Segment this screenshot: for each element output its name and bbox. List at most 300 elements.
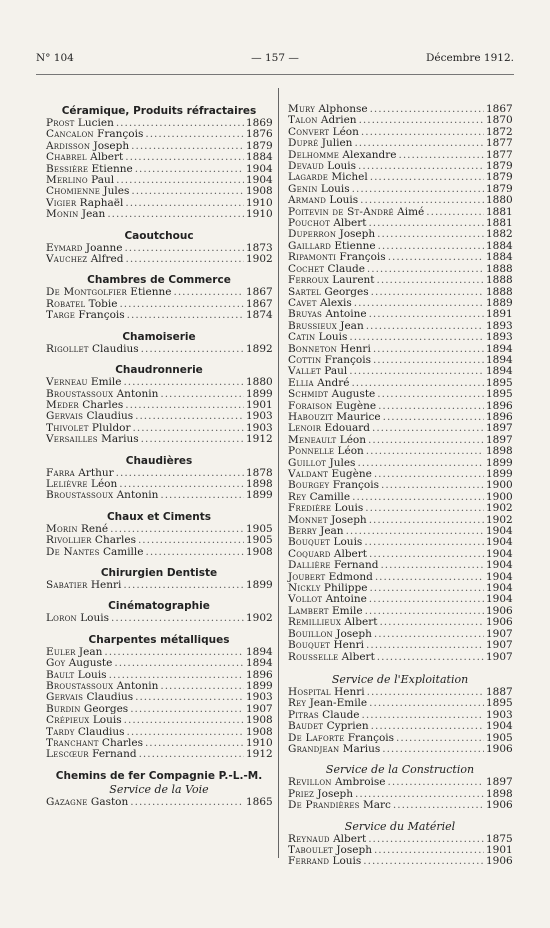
member-first-name: Eugène [332, 399, 377, 412]
member-name [46, 254, 124, 265]
member-name [46, 749, 137, 760]
member-first-name: Georges [321, 285, 369, 298]
directory-section [46, 783, 272, 808]
member-year: 1867 [246, 286, 273, 299]
member-last-name: Lelièvre [46, 477, 88, 490]
leader-dots [366, 640, 484, 651]
section-heading: Charpentes métalliques [88, 633, 230, 646]
member-year: 1865 [246, 795, 273, 808]
member-last-name: Broustassoux [46, 680, 114, 692]
leader-dots [346, 526, 484, 537]
member-last-name: Brussieux [288, 319, 337, 332]
member-first-name: Jules [100, 185, 130, 198]
leader-dots [160, 389, 244, 400]
member-first-name: Jean [316, 525, 344, 538]
member-last-name: Dallière [288, 559, 331, 572]
member-first-name: Alexis [316, 296, 352, 309]
member-first-name: Charles [91, 534, 136, 547]
leader-dots [368, 435, 484, 446]
member-first-name: Lucien [74, 117, 114, 129]
member-year: 1884 [486, 239, 513, 252]
member-first-name: Claudius [83, 691, 134, 704]
leader-dots [396, 733, 484, 744]
member-first-name: Louis [326, 194, 359, 207]
member-year: 1876 [246, 128, 273, 141]
member-entry [288, 744, 512, 755]
leader-dots [369, 583, 484, 594]
member-year: 1907 [486, 650, 513, 663]
leader-dots [141, 434, 244, 445]
member-first-name: Jean [75, 645, 103, 658]
member-year: 1899 [246, 578, 273, 591]
member-year: 1904 [486, 593, 513, 606]
leader-dots [352, 492, 484, 503]
member-last-name: Poitevin de St-André [288, 205, 394, 218]
member-year: 1882 [486, 228, 513, 241]
member-first-name: Henri [87, 578, 122, 591]
member-year: 1884 [486, 251, 513, 264]
section-heading: Chaudronnerie [115, 364, 203, 377]
member-year: 1902 [486, 513, 513, 526]
member-last-name: Reynaud [288, 832, 330, 845]
leader-dots [123, 580, 244, 591]
member-year: 1899 [486, 468, 513, 480]
member-entry [288, 800, 512, 811]
member-last-name: Sartel [288, 285, 322, 298]
member-first-name: Emile [87, 376, 122, 389]
member-last-name: Morin [46, 522, 78, 535]
member-name [46, 613, 109, 624]
member-entry [46, 547, 272, 558]
member-first-name: Edmond [325, 570, 373, 583]
leader-dots [378, 241, 484, 252]
member-last-name: Gaillard [288, 239, 332, 252]
leader-dots [173, 287, 244, 298]
member-first-name: Adrien [317, 114, 357, 127]
member-first-name: Léon [334, 445, 364, 458]
leader-dots [366, 321, 484, 332]
leader-dots [160, 490, 244, 501]
member-last-name: Broustassoux [46, 387, 114, 400]
member-last-name: Bruyas [288, 308, 323, 321]
member-year: 1904 [486, 525, 513, 538]
member-entry [46, 797, 272, 808]
member-year: 1888 [486, 262, 513, 275]
member-first-name: Charles [78, 398, 124, 411]
member-first-name: Camille [306, 490, 351, 503]
member-first-name: Marius [97, 433, 139, 446]
member-last-name: Bault [46, 668, 75, 681]
member-year: 1887 [486, 685, 513, 698]
member-first-name: Fernand [88, 748, 137, 761]
member-year: 1894 [246, 645, 273, 658]
member-last-name: Hospital [288, 685, 331, 698]
member-first-name: Charles [98, 737, 143, 750]
member-first-name: Antoine [322, 308, 367, 321]
leader-dots [379, 617, 484, 628]
member-first-name: Tobie [85, 297, 118, 310]
member-year: 1894 [486, 342, 513, 355]
member-last-name: Coquard [288, 547, 331, 560]
member-year: 1898 [486, 445, 513, 458]
member-first-name: Louis [89, 714, 122, 727]
member-last-name: Merlino [46, 174, 88, 187]
member-first-name: Raphaël [76, 196, 124, 209]
member-last-name: Meder [46, 398, 79, 411]
member-last-name: Vollot [288, 593, 323, 606]
member-first-name: Julien [318, 137, 353, 150]
member-name [46, 580, 121, 591]
directory-section [46, 599, 272, 624]
leader-dots [354, 298, 484, 309]
member-name [46, 490, 158, 501]
member-first-name: Léon [336, 433, 367, 446]
member-year: 1878 [246, 466, 273, 479]
member-first-name: Claudius [74, 725, 125, 738]
member-year: 1905 [246, 522, 273, 535]
member-first-name: Joseph [90, 139, 130, 152]
member-last-name: Delhomme [288, 148, 340, 161]
member-year: 1889 [486, 296, 513, 309]
directory-section [46, 330, 272, 355]
member-year: 1874 [246, 309, 273, 322]
leader-dots [127, 310, 244, 321]
directory-section [46, 566, 272, 591]
member-year: 1903 [246, 691, 273, 704]
section-heading: Chemins de fer Compagnie P.-L.-M. [55, 769, 263, 782]
member-last-name: Mury [288, 103, 316, 115]
member-first-name: Antonin [113, 387, 159, 400]
member-first-name: François [344, 731, 395, 744]
member-name [46, 310, 125, 321]
member-first-name: Jean [336, 319, 364, 332]
member-last-name: Lambert [288, 604, 329, 617]
leader-dots [130, 704, 244, 715]
member-first-name: François [329, 479, 379, 492]
member-first-name: Michel [328, 171, 368, 184]
member-last-name: Foraison [288, 399, 333, 412]
member-last-name: Armand [288, 194, 327, 207]
member-year: 1902 [246, 612, 273, 625]
member-first-name: Léon [329, 125, 359, 138]
member-year: 1896 [486, 399, 513, 412]
member-last-name: Guillot [288, 456, 327, 469]
member-last-name: Versailles [46, 433, 98, 446]
leader-dots [374, 469, 484, 480]
member-year: 1906 [486, 742, 513, 755]
section-heading: Service de la Voie [109, 782, 209, 796]
member-last-name: Ferrand [288, 855, 330, 868]
member-last-name: Robatel [46, 297, 86, 310]
member-last-name: Convert [288, 125, 330, 138]
member-name [46, 434, 139, 445]
leader-dots [381, 480, 484, 491]
member-name [46, 797, 128, 808]
leader-dots [139, 749, 244, 760]
leader-dots [370, 104, 484, 115]
page-number: — 157 — [251, 52, 299, 64]
member-name [46, 547, 144, 558]
member-year: 1902 [486, 502, 513, 515]
member-first-name: Gaston [87, 795, 129, 808]
member-first-name: François [93, 128, 144, 141]
directory-section [46, 633, 272, 761]
leader-dots [127, 727, 244, 738]
leader-dots [367, 264, 484, 275]
member-last-name: Meneault [288, 433, 337, 446]
member-year: 1892 [246, 342, 273, 355]
member-first-name: Philippe [320, 582, 368, 595]
member-first-name: Albert [330, 547, 367, 560]
section-heading: Service du Matériel [344, 819, 456, 833]
member-year: 1888 [486, 285, 513, 298]
member-year: 1899 [486, 456, 513, 469]
member-last-name: Nickly [288, 582, 321, 595]
leader-dots [111, 613, 244, 624]
member-year: 1910 [246, 737, 273, 750]
member-year: 1903 [246, 421, 273, 434]
member-last-name: Lescœur [46, 748, 89, 761]
directory-section [46, 229, 272, 266]
section-heading: Service de l'Exploitation [331, 672, 469, 686]
member-first-name: René [77, 522, 109, 535]
member-last-name: Cottin [288, 353, 322, 366]
leader-dots [359, 115, 484, 126]
member-first-name: Albert [341, 616, 378, 629]
member-year: 1907 [486, 639, 513, 652]
directory-section [288, 673, 512, 755]
member-last-name: Berry [288, 525, 317, 538]
member-year: 1907 [486, 627, 513, 640]
member-first-name: Auguste [328, 388, 376, 401]
leader-dots [369, 549, 484, 560]
member-first-name: Alexandre [339, 148, 397, 161]
directory-section [46, 104, 272, 221]
leader-dots [377, 389, 484, 400]
leader-dots [388, 777, 484, 788]
member-year: 1904 [246, 174, 273, 187]
member-last-name: Rey [288, 490, 307, 503]
member-last-name: Bouquet [288, 536, 331, 549]
member-last-name: Lagarde [288, 171, 329, 184]
section-heading: Chambres de Commerce [87, 274, 231, 287]
member-last-name: De Prandières [288, 799, 360, 812]
leader-dots [124, 715, 244, 726]
member-year: 1880 [486, 194, 513, 207]
member-last-name: Farra [46, 466, 75, 479]
member-year: 1902 [246, 253, 273, 266]
member-year: 1888 [486, 274, 513, 287]
leader-dots [352, 184, 484, 195]
section-heading: Chaux et Ciments [106, 510, 212, 523]
member-year: 1894 [486, 353, 513, 366]
member-last-name: Tardy [46, 725, 75, 738]
leader-dots [145, 129, 244, 140]
page-header [36, 52, 514, 70]
member-first-name: Henri [330, 639, 365, 652]
member-last-name: Pitras [288, 708, 319, 721]
leader-dots [369, 698, 484, 709]
member-year: 1897 [486, 422, 513, 435]
leader-dots [370, 172, 484, 183]
leader-dots [357, 458, 484, 469]
section-heading: Caoutchouc [124, 229, 194, 242]
member-first-name: Antonin [113, 680, 159, 692]
member-first-name: Henri [336, 342, 371, 355]
leader-dots [349, 366, 484, 377]
leader-dots [380, 560, 484, 571]
member-last-name: Tranchant [46, 737, 99, 750]
member-last-name: Rigollet [46, 342, 89, 355]
member-first-name: Joseph [336, 228, 376, 241]
directory-section [288, 820, 512, 868]
member-last-name: Verneau [46, 376, 88, 389]
leader-dots [366, 446, 484, 457]
member-year: 1881 [486, 217, 513, 230]
member-year: 1899 [246, 387, 273, 400]
member-year: 1877 [486, 137, 513, 150]
header-rule [36, 74, 514, 75]
member-last-name: Ripamonti [288, 251, 337, 264]
member-last-name: Habouzit [288, 410, 334, 423]
leader-dots [160, 681, 244, 692]
leader-dots [138, 535, 244, 546]
member-last-name: Loron [46, 612, 77, 625]
member-first-name: Cyprien [323, 720, 369, 733]
member-year: 1894 [486, 365, 513, 378]
member-year: 1906 [486, 604, 513, 617]
member-year: 1906 [486, 855, 513, 868]
member-year: 1908 [246, 185, 273, 198]
leader-dots [125, 400, 244, 411]
member-year: 1906 [486, 616, 513, 629]
member-year: 1898 [486, 787, 513, 800]
member-year: 1877 [486, 148, 513, 161]
member-year: 1903 [486, 708, 513, 721]
member-year: 1904 [486, 720, 513, 733]
member-year: 1900 [486, 479, 513, 492]
right-column [288, 104, 512, 868]
member-last-name: Remillieux [288, 616, 342, 629]
member-name [288, 800, 391, 811]
member-first-name: François [321, 353, 371, 366]
member-year: 1910 [246, 208, 273, 221]
leader-dots [388, 252, 484, 263]
leader-dots [107, 209, 244, 220]
member-first-name: Louis [329, 855, 362, 868]
member-year: 1904 [246, 162, 273, 175]
member-first-name: Auguste [65, 657, 113, 670]
member-last-name: Ferroux [288, 274, 329, 287]
member-entry [46, 434, 272, 445]
leader-dots [377, 229, 484, 240]
member-last-name: Catin [288, 331, 316, 344]
member-last-name: Chomienne [46, 185, 101, 198]
member-year: 1896 [246, 668, 273, 681]
member-last-name: Talon [288, 114, 318, 127]
member-last-name: Pouchot [288, 217, 330, 230]
column-divider [278, 88, 279, 858]
member-last-name: Valdant [288, 468, 329, 480]
member-year: 1907 [246, 702, 273, 715]
member-year: 1895 [486, 388, 513, 401]
member-first-name: Marc [359, 799, 391, 812]
member-year: 1870 [486, 114, 513, 127]
member-last-name: Ponnelle [288, 445, 335, 458]
member-year: 1893 [486, 331, 513, 344]
leader-dots [114, 658, 244, 669]
member-year: 1912 [246, 433, 273, 446]
leader-dots [131, 141, 244, 152]
leader-dots [374, 845, 484, 856]
member-year: 1908 [246, 725, 273, 738]
leader-dots [426, 207, 484, 218]
member-last-name: Gervais [46, 410, 84, 423]
member-name [46, 209, 105, 220]
member-name [288, 856, 361, 867]
member-entry [288, 856, 512, 867]
member-last-name: Bonneton [288, 342, 337, 355]
leader-dots [383, 412, 484, 423]
member-first-name: Camille [99, 545, 144, 558]
leader-dots [362, 710, 484, 721]
leader-dots [119, 299, 244, 310]
member-year: 1912 [246, 748, 273, 761]
member-entry [46, 749, 272, 760]
member-first-name: Jules [326, 456, 356, 469]
member-last-name: Burdin [46, 702, 81, 715]
member-last-name: Crépieux [46, 714, 90, 727]
member-year: 1901 [486, 843, 513, 856]
member-last-name: Eymard [46, 241, 83, 254]
member-first-name: Fernand [330, 559, 379, 572]
member-name [46, 344, 139, 355]
member-last-name: Gervais [46, 691, 84, 704]
leader-dots [377, 275, 484, 286]
member-year: 1867 [246, 297, 273, 310]
member-year: 1897 [486, 433, 513, 446]
member-last-name: Sabatier [46, 578, 88, 591]
member-entry [46, 344, 272, 355]
member-first-name: Louis [76, 612, 110, 625]
leader-dots [133, 423, 244, 434]
member-last-name: Ardisson [46, 139, 91, 152]
member-first-name: Louis [74, 668, 107, 681]
directory-section [46, 454, 272, 502]
member-year: 1879 [246, 139, 273, 152]
member-last-name: Joubert [288, 570, 326, 583]
leader-dots [146, 547, 245, 558]
member-first-name: Paul [320, 365, 348, 378]
member-year: 1904 [486, 559, 513, 572]
member-last-name: Cancalon [46, 128, 94, 141]
member-last-name: Vauchez [46, 253, 88, 266]
member-year: 1903 [246, 410, 273, 423]
member-entry [46, 310, 272, 321]
member-entry [46, 254, 272, 265]
member-first-name: Claude [318, 708, 360, 721]
member-first-name: Alfred [87, 253, 124, 266]
member-first-name: Joseph [333, 843, 372, 856]
member-year: 1879 [486, 171, 513, 184]
leader-dots [358, 161, 484, 172]
member-last-name: Cochet [288, 262, 325, 275]
member-last-name: Goy [46, 657, 66, 670]
member-year: 1895 [486, 376, 513, 389]
member-last-name: De Nantes [46, 545, 100, 558]
member-year: 1881 [486, 205, 513, 218]
leader-dots [368, 834, 484, 845]
